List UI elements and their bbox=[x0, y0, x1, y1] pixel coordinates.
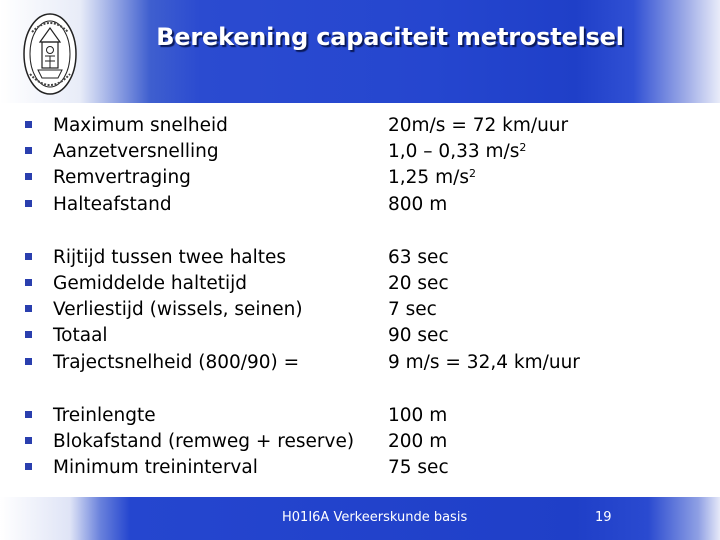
square-bullet-icon bbox=[25, 121, 32, 128]
item-value-wrapper bbox=[388, 165, 476, 191]
item-label: Blokafstand (remweg + reserve) bbox=[53, 431, 355, 452]
square-bullet-icon bbox=[25, 437, 32, 444]
list-item bbox=[0, 165, 720, 191]
item-label: Rijtijd tussen twee haltes bbox=[53, 247, 287, 268]
item-label: Totaal bbox=[53, 325, 108, 346]
list-item bbox=[0, 429, 720, 455]
item-value: 800 m bbox=[388, 194, 448, 215]
list-item bbox=[0, 139, 720, 165]
square-bullet-icon bbox=[25, 253, 32, 260]
item-label: Minimum treininterval bbox=[53, 457, 258, 478]
square-bullet-icon bbox=[25, 305, 32, 312]
list-item bbox=[0, 455, 720, 481]
square-bullet-icon bbox=[25, 358, 32, 365]
item-label: Treinlengte bbox=[53, 405, 156, 426]
slide-header bbox=[0, 0, 720, 103]
item-label: Aanzetversnelling bbox=[53, 141, 219, 162]
item-label: Verliestijd (wissels, seinen) bbox=[53, 299, 303, 320]
square-bullet-icon bbox=[25, 200, 32, 207]
square-bullet-icon bbox=[25, 147, 32, 154]
list-item bbox=[0, 113, 720, 139]
item-value: 20m/s = 72 km/uur bbox=[388, 115, 569, 136]
item-label: Maximum snelheid bbox=[53, 115, 228, 136]
exponent: 2 bbox=[468, 167, 476, 180]
square-bullet-icon bbox=[25, 279, 32, 286]
slide-title: Berekening capaciteit metrostelsel bbox=[156, 23, 624, 51]
item-value: 90 sec bbox=[388, 325, 449, 346]
item-label: Trajectsnelheid (800/90) = bbox=[53, 352, 300, 373]
course-label: H01I6A Verkeerskunde basis bbox=[282, 510, 468, 525]
page-number: 19 bbox=[595, 510, 612, 525]
item-label: Gemiddelde haltetijd bbox=[53, 273, 248, 294]
list-item bbox=[0, 271, 720, 297]
item-value: 63 sec bbox=[388, 247, 449, 268]
item-value-wrapper bbox=[388, 139, 526, 165]
list-item bbox=[0, 192, 720, 218]
item-value: 1,0 – 0,33 m/s bbox=[388, 141, 520, 162]
list-item bbox=[0, 297, 720, 323]
square-bullet-icon bbox=[25, 411, 32, 418]
item-value: 200 m bbox=[388, 431, 448, 452]
list-item bbox=[0, 323, 720, 349]
item-label: Halteafstand bbox=[53, 194, 172, 215]
item-value: 1,25 m/s bbox=[388, 167, 469, 188]
list-item bbox=[0, 245, 720, 271]
square-bullet-icon bbox=[25, 463, 32, 470]
item-value: 20 sec bbox=[388, 273, 449, 294]
item-label: Remvertraging bbox=[53, 167, 191, 188]
square-bullet-icon bbox=[25, 173, 32, 180]
item-value: 9 m/s = 32,4 km/uur bbox=[388, 352, 580, 373]
item-value: 75 sec bbox=[388, 457, 449, 478]
list-item bbox=[0, 350, 720, 376]
item-value: 100 m bbox=[388, 405, 448, 426]
list-item bbox=[0, 403, 720, 429]
square-bullet-icon bbox=[25, 331, 32, 338]
exponent: 2 bbox=[519, 141, 527, 154]
slide-footer bbox=[0, 497, 720, 540]
item-value: 7 sec bbox=[388, 299, 437, 320]
